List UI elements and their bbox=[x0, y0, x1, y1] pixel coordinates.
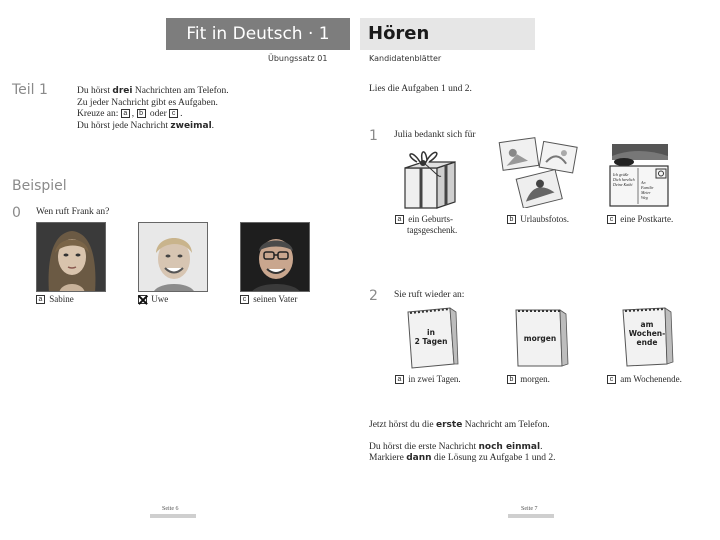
header-left-banner bbox=[166, 18, 350, 50]
box-b-icon: b bbox=[137, 109, 146, 118]
gift-icon bbox=[395, 142, 465, 210]
checkbox-b[interactable]: b bbox=[507, 215, 516, 224]
book-title: Fit in Deutsch · 1 bbox=[186, 24, 330, 44]
closing-instructions bbox=[369, 420, 689, 465]
option-text: Sabine bbox=[49, 294, 74, 304]
calendar-weekend bbox=[617, 304, 677, 370]
postcard-picture bbox=[608, 142, 670, 208]
task-1-option-c[interactable]: c eine Postkarte. bbox=[607, 214, 673, 224]
checkbox-c[interactable]: c bbox=[607, 215, 616, 224]
older-man-portrait-icon bbox=[241, 223, 310, 292]
checkbox-c[interactable]: c bbox=[240, 295, 249, 304]
instruction-line-1: Du hörst drei Nachrichten am Telefon. bbox=[77, 86, 229, 96]
calendar-tomorrow bbox=[510, 304, 570, 370]
photos-icon bbox=[497, 136, 582, 208]
example-label: Beispiel bbox=[12, 178, 67, 194]
task-1-option-a[interactable]: a ein Geburts- bbox=[395, 214, 453, 224]
exercise-set-label: Übungssatz 01 bbox=[268, 54, 328, 63]
calendar-text: morgen bbox=[523, 334, 557, 343]
task-2-option-a[interactable]: a in zwei Tagen. bbox=[395, 374, 461, 384]
part-label: Teil 1 bbox=[12, 82, 48, 98]
box-c-icon: c bbox=[169, 109, 178, 118]
instruction-line-4: Du hörst jede Nachricht zweimal. bbox=[77, 120, 215, 131]
closing-line-2: Du hörst die erste Nachricht noch einmal. bbox=[369, 441, 543, 452]
section-title: Hören bbox=[368, 23, 430, 44]
header-right-banner bbox=[360, 18, 535, 50]
instructions bbox=[77, 86, 297, 132]
checkbox-a[interactable]: a bbox=[395, 375, 404, 384]
instruction-line-2: Zu jeder Nachricht gibt es Aufgaben. bbox=[77, 97, 218, 108]
closing-line-1: Jetzt hörst du die erste Nachricht am Telefon. bbox=[369, 420, 550, 430]
photo-father bbox=[240, 222, 310, 292]
right-intro: Lies die Aufgaben 1 und 2. bbox=[369, 84, 472, 94]
checkbox-b-checked[interactable] bbox=[138, 295, 147, 304]
gift-box-picture bbox=[395, 142, 465, 210]
calendar-text: in 2 Tagen bbox=[414, 328, 448, 346]
young-man-portrait-icon bbox=[139, 223, 208, 292]
photo-sabine bbox=[36, 222, 106, 292]
checkbox-a[interactable]: a bbox=[395, 215, 404, 224]
option-a-sabine[interactable] bbox=[36, 294, 74, 304]
instruction-line-3: Kreuze an: a , b oder c . bbox=[77, 109, 183, 119]
closing-line-3: Markiere dann die Lösung zu Aufgabe 1 und 2. bbox=[369, 453, 556, 463]
postcard-address: An Familie Meier Weg bbox=[641, 180, 654, 200]
page-number-left: Seite 6 bbox=[162, 506, 179, 512]
calendar-text: am Wochen- ende bbox=[628, 320, 666, 347]
example-number: 0 bbox=[12, 205, 21, 221]
checkbox-b[interactable]: b bbox=[507, 375, 516, 384]
photo-uwe bbox=[138, 222, 208, 292]
box-a-icon: a bbox=[121, 109, 130, 118]
example-question: Wen ruft Frank an? bbox=[36, 207, 110, 217]
page-footer-bar bbox=[150, 514, 196, 518]
task-1-option-b[interactable]: b Urlaubsfotos. bbox=[507, 214, 569, 224]
checkbox-c[interactable]: c bbox=[607, 375, 616, 384]
holiday-photos-picture bbox=[497, 136, 582, 208]
option-b-uwe[interactable] bbox=[138, 294, 168, 304]
task-1-number: 1 bbox=[369, 128, 378, 144]
option-text: seinen Vater bbox=[253, 294, 298, 304]
task-2-option-b[interactable]: b morgen. bbox=[507, 374, 550, 384]
woman-portrait-icon bbox=[37, 223, 106, 292]
calendar-in-two-days bbox=[402, 304, 460, 370]
checkbox-a[interactable]: a bbox=[36, 295, 45, 304]
page-footer-bar bbox=[508, 514, 554, 518]
task-2-number: 2 bbox=[369, 288, 378, 304]
task-1-question: Julia bedankt sich für bbox=[394, 130, 476, 140]
candidate-sheets-label: Kandidatenblätter bbox=[369, 54, 442, 63]
task-1-option-a-line2: tagsgeschenk. bbox=[407, 225, 458, 235]
postcard-greeting: Ich grüße Dich herzlich Deine Kathi bbox=[613, 172, 635, 187]
option-text: Uwe bbox=[151, 294, 169, 304]
task-2-option-c[interactable]: c am Wochenende. bbox=[607, 374, 682, 384]
option-c-father[interactable] bbox=[240, 294, 297, 304]
page-number-right: Seite 7 bbox=[521, 506, 538, 512]
task-2-question: Sie ruft wieder an: bbox=[394, 290, 465, 300]
